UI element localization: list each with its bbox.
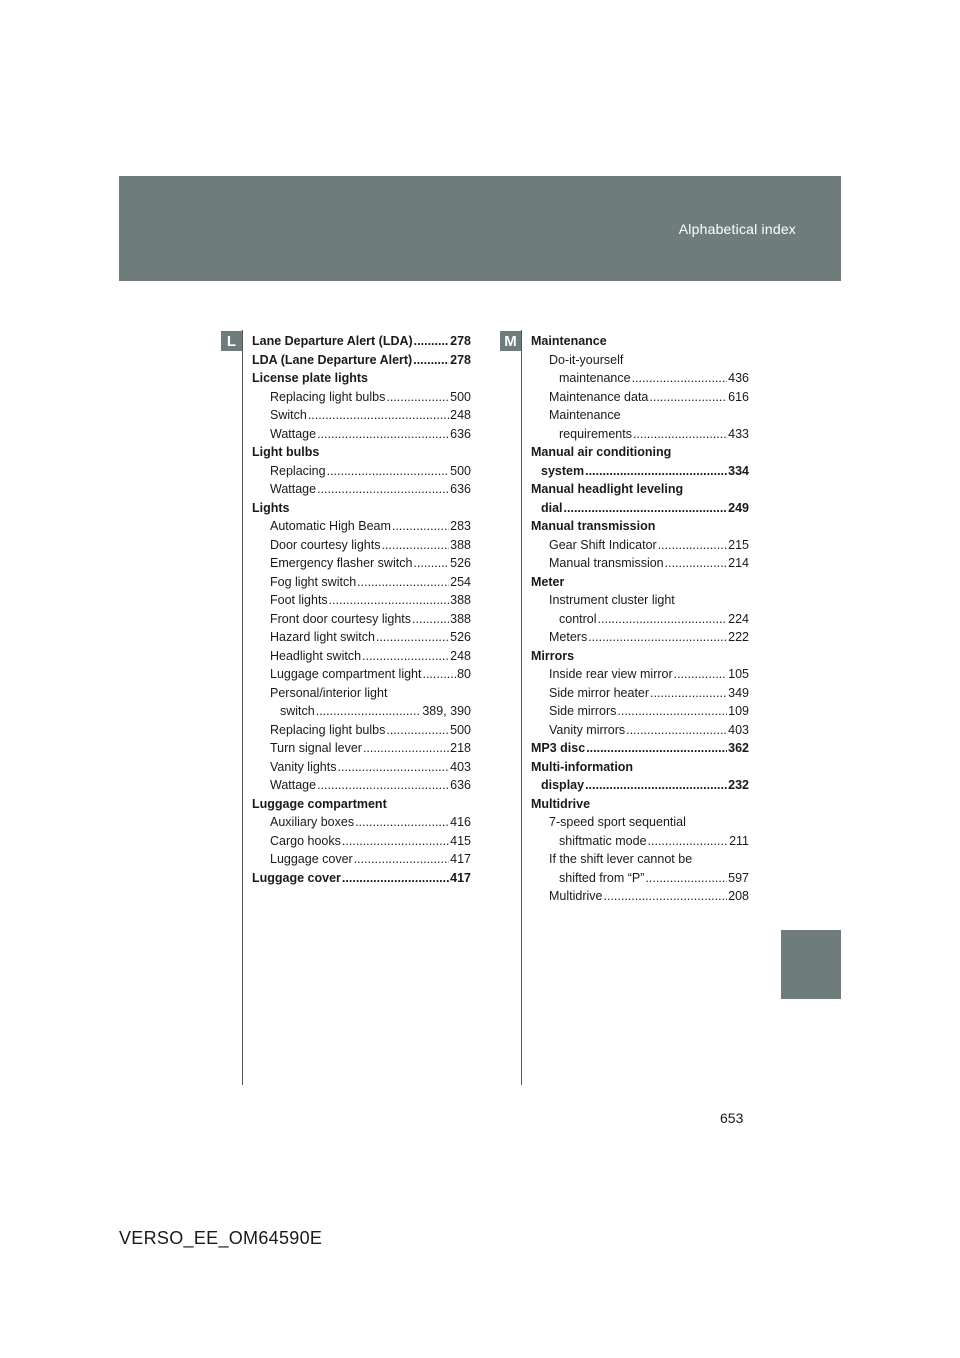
entry-term: LDA (Lane Departure Alert): [252, 352, 413, 367]
dot-leader: [362, 647, 449, 666]
index-entry: [531, 443, 749, 462]
index-entry: [531, 480, 749, 499]
index-entry: [252, 721, 471, 740]
dot-leader: [588, 628, 727, 647]
entry-page: 278: [450, 352, 471, 367]
index-entry: [252, 517, 471, 536]
dot-leader: [355, 813, 449, 832]
entry-page: 500: [450, 722, 471, 737]
entry-page: 215: [728, 537, 749, 552]
dot-leader: [633, 425, 727, 444]
entry-term: requirements: [559, 426, 632, 441]
entry-page: 526: [450, 556, 471, 570]
entry-page: 283: [450, 519, 471, 533]
dot-leader: [585, 776, 727, 795]
entry-term: Inside rear view mirror: [549, 667, 673, 681]
index-entry: [531, 702, 749, 721]
entry-page: 211: [729, 833, 749, 848]
entry-term: Instrument cluster light: [549, 593, 675, 607]
entry-term: Hazard light switch: [270, 630, 375, 644]
dot-leader: [632, 369, 728, 388]
index-entry: [531, 721, 749, 740]
entry-term: Multidrive: [531, 796, 591, 811]
index-entry: [252, 480, 471, 499]
entry-term: Wattage: [270, 426, 317, 441]
entry-term: Replacing light bulbs: [270, 389, 386, 404]
index-entry: [252, 702, 471, 721]
index-entry: [531, 869, 749, 888]
entry-term: MP3 disc: [531, 741, 586, 755]
dot-leader: [414, 332, 449, 351]
entry-term: Fog light switch: [270, 574, 357, 589]
entry-term: Switch: [270, 408, 307, 422]
entry-term: Multidrive: [549, 889, 603, 903]
entry-page: 616: [728, 389, 749, 404]
entry-page: 222: [728, 630, 749, 644]
entry-page: 403: [450, 759, 471, 774]
entry-page: 224: [728, 611, 749, 626]
index-entry: [531, 795, 749, 814]
index-entry: [252, 628, 471, 647]
entry-page: 436: [728, 371, 749, 385]
index-entry: [531, 499, 749, 518]
entry-term: Lights: [252, 500, 290, 515]
index-entry: [252, 665, 471, 684]
index-entry: [531, 610, 749, 629]
index-entry: [252, 610, 471, 629]
index-entry: [531, 628, 749, 647]
dot-leader: [626, 721, 727, 740]
entry-term: Maintenance data: [549, 389, 649, 404]
entry-term: control: [559, 611, 597, 626]
entry-term: Replacing light bulbs: [270, 722, 386, 737]
document-code: VERSO_EE_OM64590E: [119, 1228, 323, 1248]
dot-leader: [413, 554, 449, 573]
index-entry: [531, 647, 749, 666]
entry-page: 214: [728, 556, 749, 570]
entry-page: 526: [450, 630, 471, 644]
dot-leader: [422, 665, 456, 684]
entry-page: 80: [457, 667, 471, 681]
entry-term: Luggage compartment light: [270, 667, 422, 681]
dot-leader: [665, 554, 728, 573]
entry-page: 208: [728, 889, 749, 903]
dot-leader: [598, 610, 728, 629]
entry-term: Luggage compartment: [252, 796, 387, 811]
index-entry: [252, 388, 471, 407]
index-entry: [531, 850, 749, 869]
index-entry: [531, 388, 749, 407]
index-letter-m: M: [500, 331, 521, 351]
left-column-rule: [242, 330, 243, 1085]
entry-page: 388: [450, 611, 471, 626]
index-entry: [252, 573, 471, 592]
dot-leader: [674, 665, 728, 684]
entry-term: Maintenance: [549, 408, 621, 422]
dot-leader: [412, 610, 449, 629]
entry-term: 7-speed sport sequential: [549, 815, 686, 829]
entry-page: 597: [728, 870, 749, 885]
index-entry: [531, 554, 749, 573]
index-entry: [252, 425, 471, 444]
index-entry: [531, 536, 749, 555]
entry-term: Meters: [549, 630, 588, 644]
entry-page: 636: [450, 482, 471, 496]
entry-term: Manual air conditioning: [531, 445, 672, 459]
entry-term: Auxiliary boxes: [270, 815, 355, 829]
index-entry: [531, 406, 749, 425]
dot-leader: [317, 776, 449, 795]
dot-leader: [317, 425, 449, 444]
entry-page: 254: [450, 574, 471, 589]
entry-term: Emergency flasher switch: [270, 556, 413, 570]
entry-term: Headlight switch: [270, 648, 362, 663]
entry-page: 334: [728, 463, 749, 478]
entry-page: 248: [450, 408, 471, 422]
entry-term: Automatic High Beam: [270, 519, 391, 533]
entry-term: Manual headlight leveling: [531, 482, 684, 496]
dot-leader: [585, 462, 727, 481]
entry-term: Foot lights: [270, 593, 328, 607]
index-entry: [531, 573, 749, 592]
dot-leader: [316, 702, 422, 721]
entry-page: 636: [450, 778, 471, 792]
index-entry: [252, 554, 471, 573]
entry-page: 636: [450, 426, 471, 441]
entry-term: Door courtesy lights: [270, 537, 381, 552]
index-entry: [531, 665, 749, 684]
entry-term: Luggage cover: [270, 852, 353, 866]
header-band: [119, 176, 841, 281]
entry-term: shiftmatic mode: [559, 833, 647, 848]
dot-leader: [658, 536, 727, 555]
entry-page: 232: [728, 778, 749, 792]
entry-term: Maintenance: [531, 334, 607, 348]
entry-page: 433: [728, 426, 749, 441]
index-entry: [252, 832, 471, 851]
entry-term: Lane Departure Alert (LDA): [252, 334, 413, 348]
dot-leader: [645, 869, 727, 888]
dot-leader: [392, 517, 449, 536]
dot-leader: [363, 739, 449, 758]
entry-term: If the shift lever cannot be: [549, 852, 693, 866]
dot-leader: [357, 573, 449, 592]
dot-leader: [342, 869, 449, 888]
dot-leader: [650, 684, 727, 703]
entry-page: 417: [450, 870, 471, 885]
index-entry: [531, 517, 749, 536]
index-entry: [252, 795, 471, 814]
entry-term: Side mirror heater: [549, 685, 650, 700]
index-entry: [252, 591, 471, 610]
dot-leader: [649, 388, 727, 407]
entry-page: 388: [450, 537, 471, 552]
entry-page: 416: [450, 815, 471, 829]
entry-term: switch: [280, 704, 315, 718]
index-entry: [252, 462, 471, 481]
dot-leader: [386, 388, 449, 407]
index-entry: [252, 332, 471, 351]
dot-leader: [386, 721, 449, 740]
index-entry: [252, 351, 471, 370]
dot-leader: [413, 351, 449, 370]
index-entry: [252, 684, 471, 703]
index-entry: [252, 443, 471, 462]
entry-page: 500: [450, 463, 471, 478]
index-entry: [252, 758, 471, 777]
entry-page: 278: [450, 334, 471, 348]
entry-term: Turn signal lever: [270, 741, 362, 755]
index-entry: [252, 813, 471, 832]
dot-leader: [354, 850, 449, 869]
entry-term: Manual transmission: [549, 556, 664, 570]
entry-page: 349: [728, 685, 749, 700]
index-entry: [252, 869, 471, 888]
dot-leader: [604, 887, 728, 906]
entry-term: Cargo hooks: [270, 833, 341, 848]
index-entry: [531, 813, 749, 832]
index-entry: [531, 369, 749, 388]
index-entry: [531, 425, 749, 444]
entry-term: maintenance: [559, 371, 631, 385]
index-entry: [252, 647, 471, 666]
dot-leader: [342, 832, 449, 851]
entry-page: 403: [728, 722, 749, 737]
entry-term: dial: [541, 500, 563, 515]
entry-term: Light bulbs: [252, 445, 320, 459]
entry-term: Vanity lights: [270, 759, 337, 774]
right-column-rule: [521, 330, 522, 1085]
entry-term: Wattage: [270, 778, 317, 792]
entry-page: 248: [450, 648, 471, 663]
dot-leader: [564, 499, 728, 518]
index-entry: [252, 536, 471, 555]
entry-page: 415: [450, 833, 471, 848]
index-entry: [531, 776, 749, 795]
entry-term: Side mirrors: [549, 704, 617, 718]
entry-page: 249: [728, 500, 749, 515]
index-column-right: [531, 332, 749, 906]
entry-term: Do-it-yourself: [549, 352, 624, 367]
entry-term: Luggage cover: [252, 870, 341, 885]
index-entry: [252, 499, 471, 518]
entry-term: Front door courtesy lights: [270, 611, 412, 626]
index-entry: [531, 591, 749, 610]
entry-term: Gear Shift Indicator: [549, 537, 657, 552]
index-column-left: [252, 332, 471, 887]
dot-leader: [376, 628, 449, 647]
index-entry: [531, 684, 749, 703]
index-entry: [252, 850, 471, 869]
index-entry: [531, 351, 749, 370]
index-entry: [531, 758, 749, 777]
index-entry: [252, 739, 471, 758]
dot-leader: [308, 406, 449, 425]
entry-page: 500: [450, 389, 471, 404]
entry-term: Multi-information: [531, 759, 634, 774]
entry-term: License plate lights: [252, 371, 369, 385]
section-title: Alphabetical index: [678, 221, 796, 237]
dot-leader: [327, 462, 450, 481]
dot-leader: [329, 591, 449, 610]
index-entry: [252, 369, 471, 388]
entry-term: system: [541, 463, 585, 478]
dot-leader: [648, 832, 729, 851]
dot-leader: [317, 480, 449, 499]
entry-page: 105: [728, 667, 749, 681]
entry-term: Mirrors: [531, 648, 575, 663]
entry-page: 417: [450, 852, 471, 866]
index-entry: [531, 739, 749, 758]
entry-term: Replacing: [270, 463, 326, 478]
entry-term: display: [541, 778, 585, 792]
entry-page: 388: [450, 593, 471, 607]
index-entry: [531, 462, 749, 481]
index-entry: [531, 887, 749, 906]
index-entry: [252, 776, 471, 795]
entry-term: shifted from “P”: [559, 870, 645, 885]
index-entry: [252, 406, 471, 425]
index-entry: [531, 332, 749, 351]
index-letter-l: L: [221, 331, 242, 351]
chapter-tab: [781, 930, 841, 999]
index-entry: [531, 832, 749, 851]
page-number: 653: [720, 1110, 744, 1126]
entry-term: Vanity mirrors: [549, 722, 626, 737]
dot-leader: [617, 702, 727, 721]
entry-term: Wattage: [270, 482, 317, 496]
entry-page: 109: [728, 704, 749, 718]
entry-term: Personal/interior light: [270, 685, 388, 700]
dot-leader: [337, 758, 449, 777]
entry-term: Manual transmission: [531, 519, 656, 533]
entry-term: Meter: [531, 574, 565, 589]
entry-page: 218: [450, 741, 471, 755]
entry-page: 362: [728, 741, 749, 755]
dot-leader: [381, 536, 449, 555]
entry-page: 389, 390: [422, 704, 471, 718]
dot-leader: [586, 739, 727, 758]
